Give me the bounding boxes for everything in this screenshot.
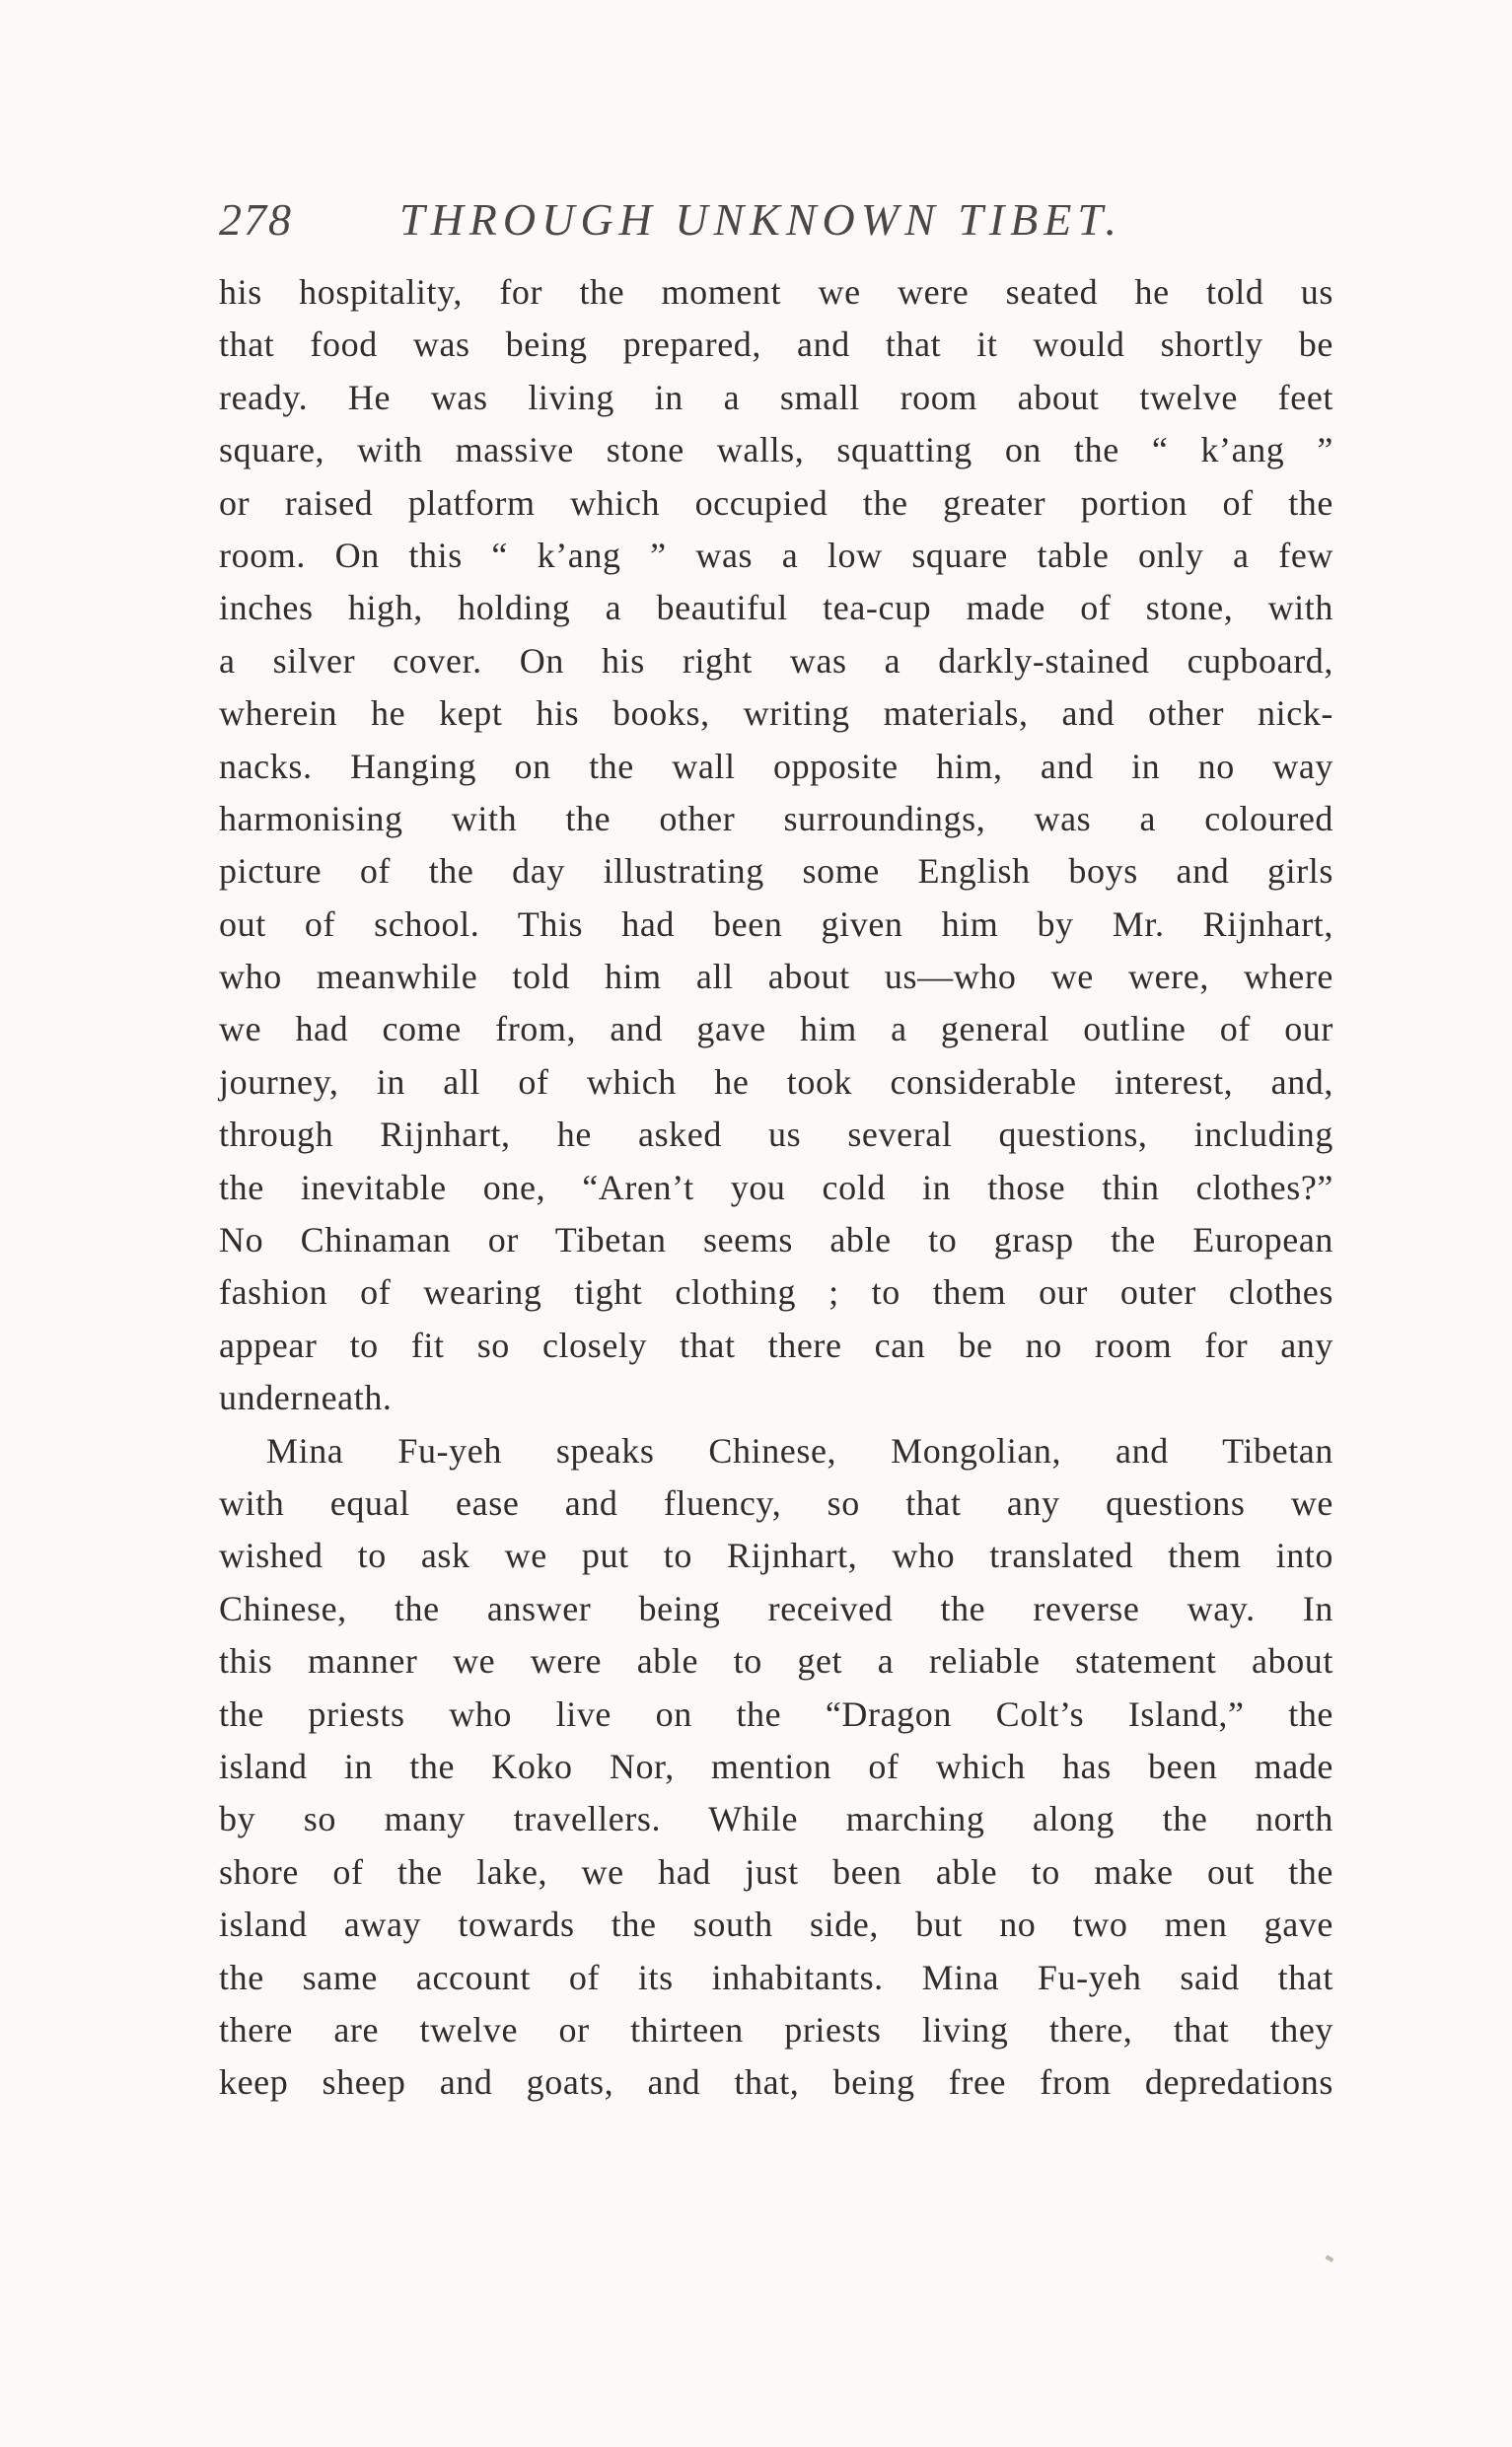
text-line: No Chinaman or Tibetan seems able to grasp the European [219,1220,1333,1260]
text-line: there are twelve or thirteen priests living there, that they [219,2009,1333,2050]
text-line: the priests who live on the “Dragon Colt’s Island,” the [219,1693,1333,1734]
text-line: island away towards the south side, but no two men gave [219,1905,1333,1945]
text-line: wished to ask we put to Rijnhart, who translated them into [219,1536,1333,1576]
page-number: 278 [219,194,293,245]
text-line: this manner we were able to get a reliable statement about [219,1641,1333,1682]
text-line: keep sheep and goats, and that, being free from depredations [219,2062,1333,2103]
text-line: shore of the lake, we had just been able to make out the [219,1851,1333,1892]
text-line: nacks. Hanging on the wall opposite him, and in no way [219,746,1333,786]
text-line: appear to fit so closely that there can be no room for any [219,1325,1333,1365]
running-title: THROUGH UNKNOWN TIBET. [399,194,1123,245]
running-head [219,193,1343,262]
text-line: room. On this “ k’ang ” was a low square table only a few [219,535,1333,575]
text-line: inches high, holding a beautiful tea-cup made of stone, with [219,588,1333,628]
text-line: fashion of wearing tight clothing ; to them our outer clothes [219,1272,1333,1313]
text-line: or raised platform which occupied the greater portion of the [219,482,1333,523]
text-line: journey, in all of which he took considerable interest, and, [219,1061,1333,1102]
text-line: square, with massive stone walls, squatting on the “ k’ang ” [219,430,1333,470]
body-text [219,266,1333,2110]
text-line: who meanwhile told him all about us—who we were, where [219,957,1333,997]
text-line: the same account of its inhabitants. Mina Fu-yeh said that [219,1957,1333,1997]
text-line: through Rijnhart, he asked us several questions, including [219,1115,1333,1155]
paragraph-2 [219,1425,1333,2110]
paper-speck [1326,2255,1334,2262]
text-line: harmonising with the other surroundings, was a coloured [219,798,1333,838]
text-line: out of school. This had been given him by Mr. Rijnhart, [219,903,1333,944]
text-line: a silver cover. On his right was a darkly-stained cupboard, [219,640,1333,681]
text-line: we had come from, and gave him a general outline of our [219,1009,1333,1049]
paragraph-1 [219,266,1333,1425]
text-line: the inevitable one, “Aren’t you cold in those thin clothes?” [219,1167,1333,1207]
text-line: wherein he kept his books, writing materials, and other nick- [219,693,1333,734]
text-line: his hospitality, for the moment we were seated he told us [219,272,1333,312]
text-line: picture of the day illustrating some English boys and girls [219,851,1333,892]
text-line: island in the Koko Nor, mention of which has been made [219,1746,1333,1786]
text-line: by so many travellers. While marching along the north [219,1799,1333,1839]
text-line: ready. He was living in a small room about twelve feet [219,377,1333,417]
text-line: with equal ease and fluency, so that any questions we [219,1482,1333,1523]
text-line: that food was being prepared, and that it would shortly be [219,324,1333,365]
text-line: Chinese, the answer being received the reverse way. In [219,1588,1333,1628]
text-line: underneath. [219,1378,393,1418]
text-line: Mina Fu-yeh speaks Chinese, Mongolian, and Tibetan [266,1430,1333,1471]
